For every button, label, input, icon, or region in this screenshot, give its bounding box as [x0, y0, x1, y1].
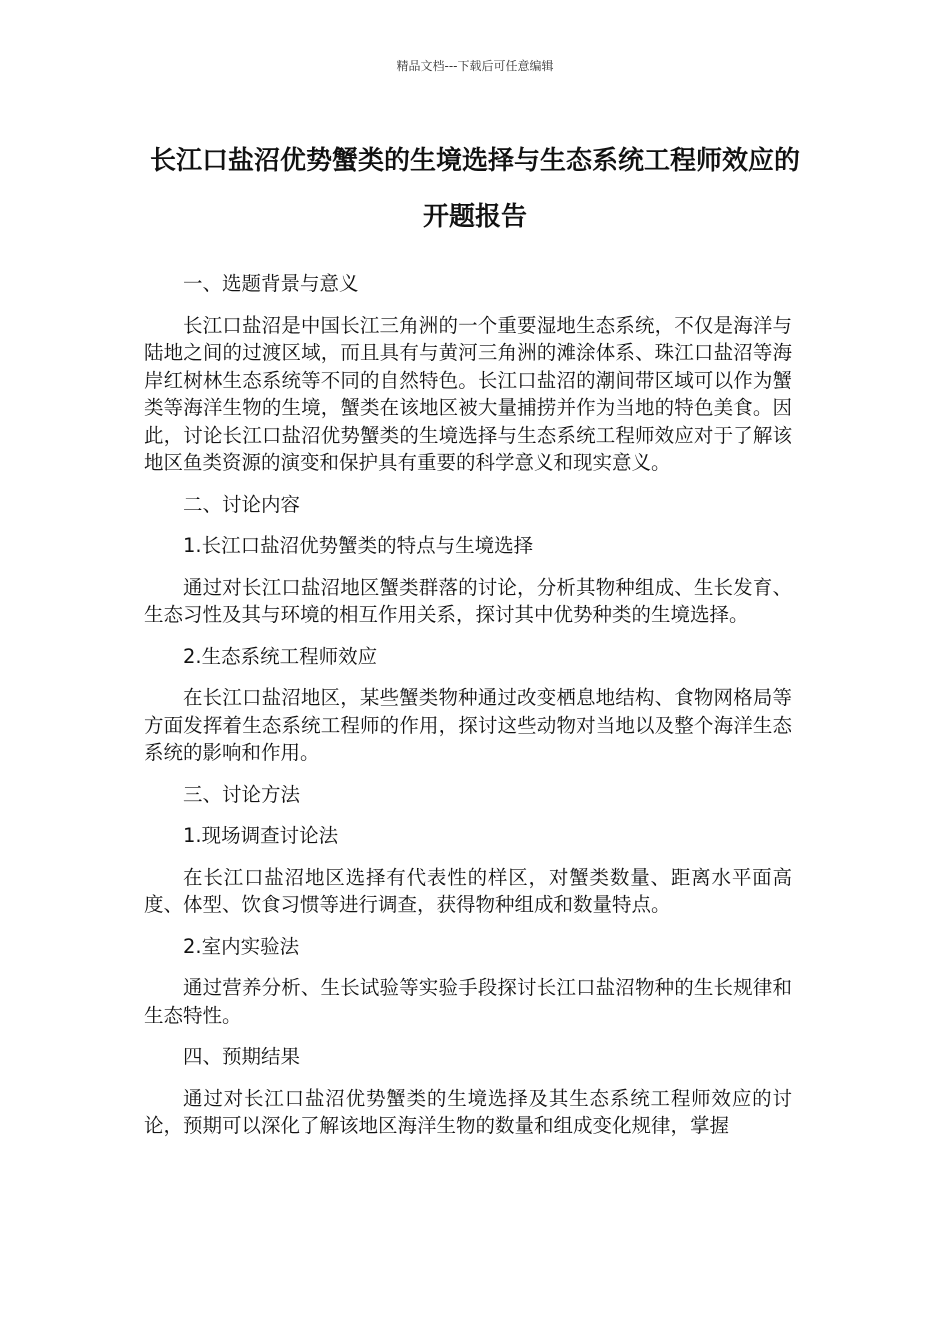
paragraph: 在长江口盐沼地区，某些蟹类物种通过改变栖息地结构、食物网格局等方面发挥着生态系统工程师的作用，探讨这些动物对当地以及整个海洋生态系统的影响和作用。 — [144, 686, 792, 764]
header-note: 精品文档---下载后可任意编辑 — [396, 59, 554, 73]
section-heading: 四、预期结果 — [183, 1045, 301, 1068]
subsection-heading: 1.长江口盐沼优势蟹类的特点与生境选择 — [183, 534, 534, 557]
document-body — [144, 270, 792, 1154]
section-heading: 二、讨论内容 — [183, 492, 301, 516]
paragraph: 通过对长江口盐沼优势蟹类的生境选择及其生态系统工程师效应的讨论，预期可以深化了解该地区海洋生物的数量和组成变化规律，掌握 — [144, 1086, 792, 1137]
section-heading: 三、讨论方法 — [183, 782, 301, 806]
paragraph: 长江口盐沼是中国长江三角洲的一个重要湿地生态系统，不仅是海洋与陆地之间的过渡区域，而且具有与黄河三角洲的滩涂体系、珠江口盐沼等海岸红树林生态系统等不同的自然特色。长江口盐沼的潮间带区域可以作为蟹类等海洋生物的生境，蟹类在该地区被大量捕捞并作为当地的特色美食。因此，讨论长江口盐沼优势蟹类的生境选择与生态系统工程师效应对于了解该地区鱼类资源的演变和保护具有重要的科学意义和现实意义。 — [144, 313, 792, 474]
subsection-heading: 1.现场调查讨论法 — [183, 824, 339, 847]
paragraph: 通过营养分析、生长试验等实验手段探讨长江口盐沼物种的生长规律和生态特性。 — [144, 976, 792, 1027]
subsection-heading: 2.生态系统工程师效应 — [183, 644, 378, 668]
paragraph: 通过对长江口盐沼地区蟹类群落的讨论，分析其物种组成、生长发育、生态习性及其与环境的相互作用关系，探讨其中优势种类的生境选择。 — [144, 575, 792, 626]
document-title: 长江口盐沼优势蟹类的生境选择与生态系统工程师效应的开题报告 — [149, 146, 800, 232]
paragraph: 在长江口盐沼地区选择有代表性的样区，对蟹类数量、距离水平面高度、体型、饮食习惯等进行调查，获得物种组成和数量特点。 — [144, 865, 792, 916]
section-heading: 一、选题背景与意义 — [183, 272, 359, 295]
subsection-heading: 2.室内实验法 — [183, 934, 300, 958]
